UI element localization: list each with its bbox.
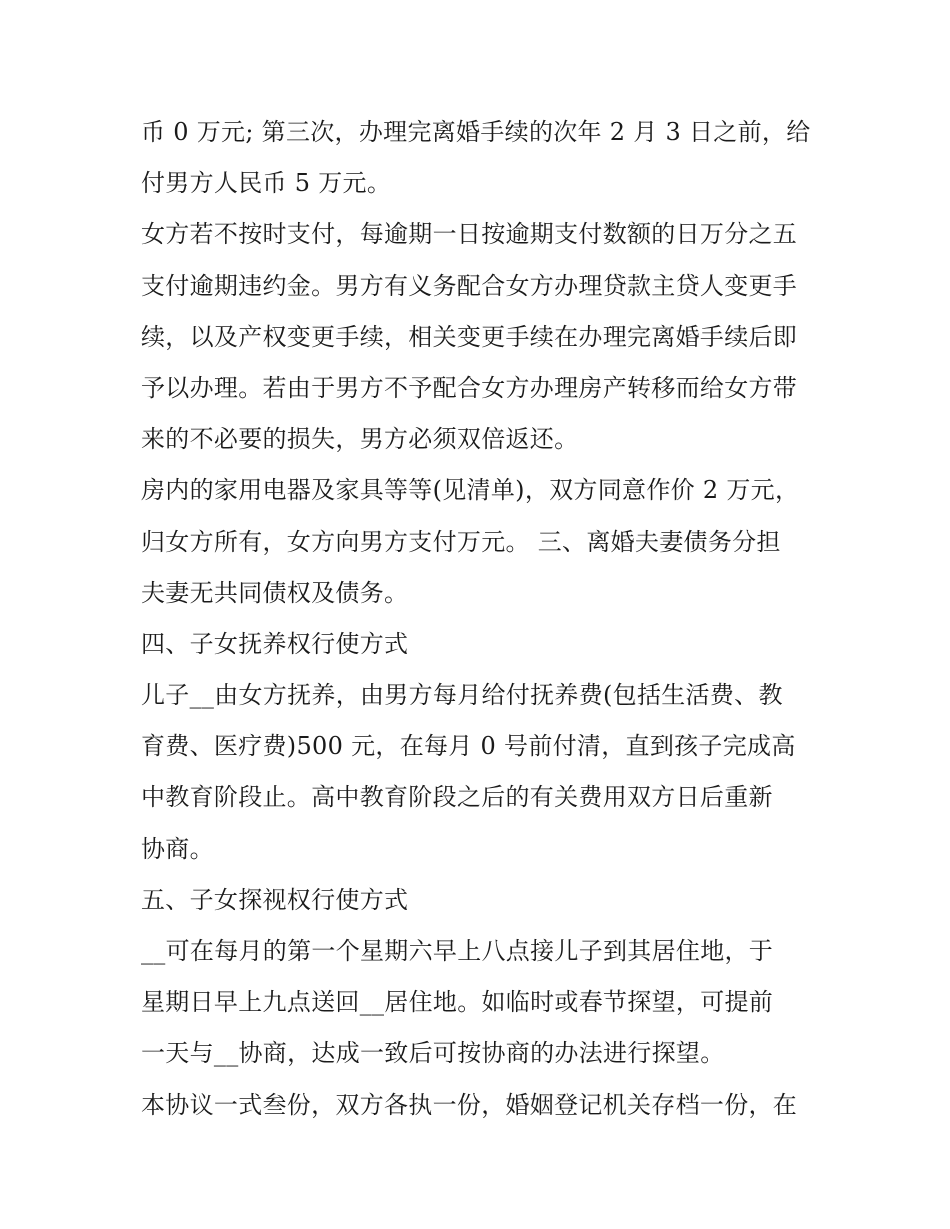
- section-heading: 五、子女探视权行使方式: [141, 885, 409, 914]
- text-line: 儿子__由女方抚养，由男方每月给付抚养费(包括生活费、教: [141, 681, 783, 710]
- text-line: 来的不必要的损失，男方必须双倍返还。: [141, 425, 579, 454]
- text-line: 女方若不按时支付，每逾期一日按逾期支付数额的日万分之五: [141, 220, 798, 249]
- text-line: 房内的家用电器及家具等等(见清单)，双方同意作价 2 万元，: [141, 476, 800, 505]
- section-heading: 四、子女抚养权行使方式: [141, 629, 409, 658]
- text-line: 协商。: [141, 834, 214, 863]
- text-line: 夫妻无共同债权及债务。: [141, 578, 409, 607]
- text-line: 中教育阶段止。高中教育阶段之后的有关费用双方日后重新: [141, 783, 773, 812]
- text-line: 续，以及产权变更手续，相关变更手续在办理完离婚手续后即: [141, 322, 798, 351]
- text-line: 育费、医疗费)500 元，在每月 0 号前付清，直到孩子完成高: [141, 732, 796, 761]
- text-line: 币 0 万元; 第三次，办理完离婚手续的次年 2 月 3 日之前，给: [141, 118, 811, 146]
- text-line: 星期日早上九点送回__居住地。如临时或春节探望，可提前: [141, 988, 774, 1017]
- text-line: 一天与__协商，达成一致后可按协商的办法进行探望。: [141, 1039, 725, 1068]
- text-line: 支付逾期违约金。男方有义务配合女方办理贷款主贷人变更手: [141, 271, 798, 300]
- document-body: [141, 107, 821, 1131]
- text-line: __可在每月的第一个星期六早上八点接儿子到其居住地，于: [141, 937, 774, 965]
- text-line: 付男方人民币 5 万元。: [141, 169, 392, 198]
- text-line: 予以办理。若由于男方不予配合女方办理房产转移而给女方带: [141, 373, 798, 402]
- text-line: 本协议一式叁份，双方各执一份，婚姻登记机关存档一份，在: [141, 1090, 798, 1119]
- text-line: 归女方所有，女方向男方支付万元。 三、离婚夫妻债务分担: [141, 527, 781, 556]
